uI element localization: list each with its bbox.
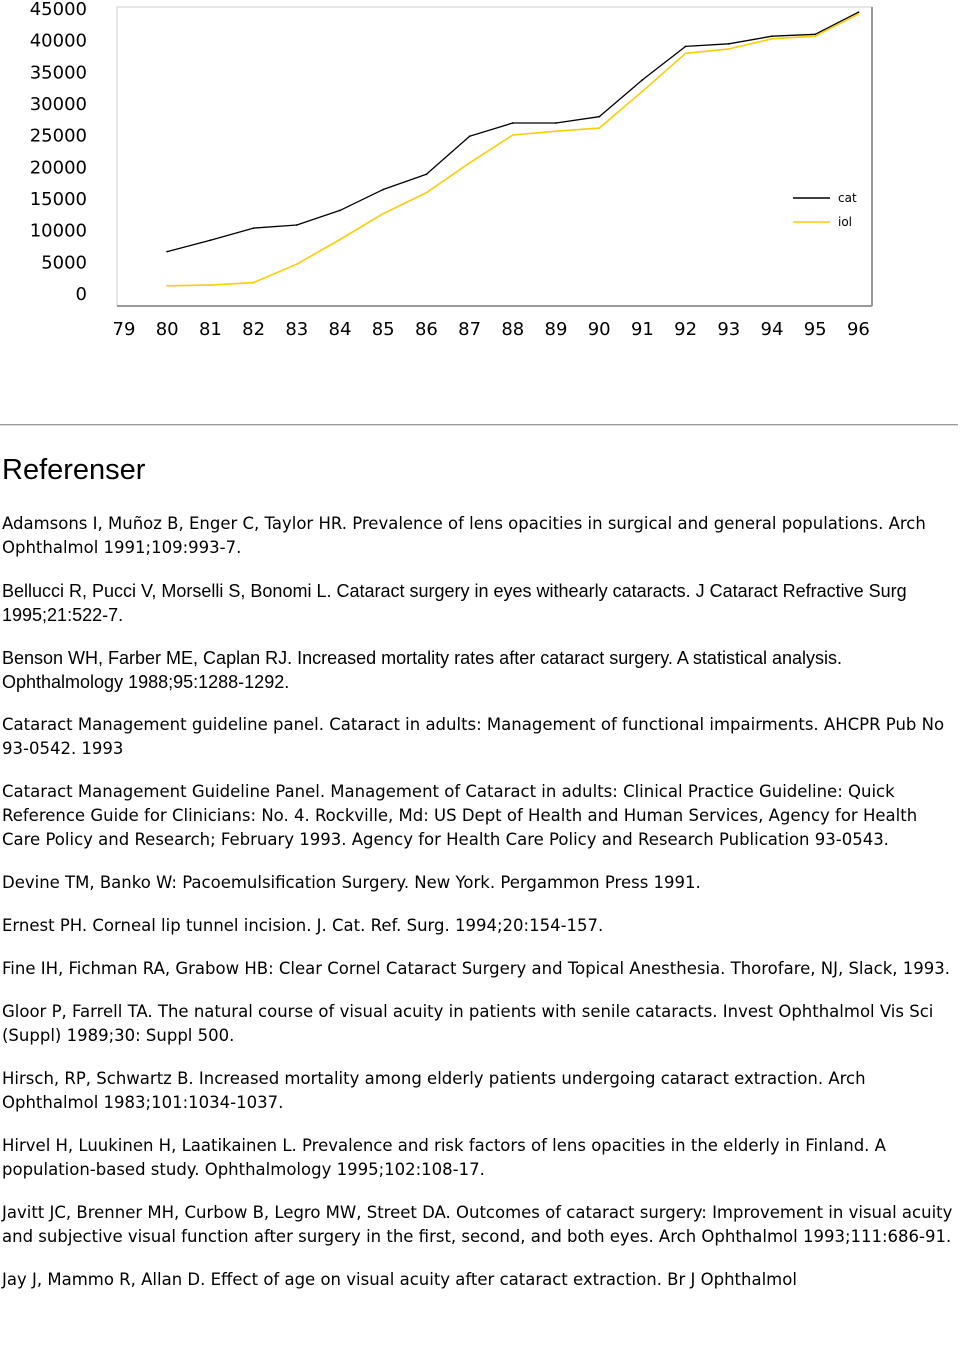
- data-point-iol: [598, 127, 600, 129]
- y-tick-label: 25000: [29, 125, 87, 147]
- data-point-cat: [858, 11, 860, 13]
- data-point-iol: [512, 134, 514, 136]
- reference-item: Hirsch, RP, Schwartz B. Increased mortality among elderly patients undergoing cataract extraction. Arch Ophthalmol 1983;101:1034-1037.: [2, 1069, 866, 1112]
- data-point-iol: [771, 38, 773, 40]
- data-point-cat: [642, 79, 644, 81]
- x-tick-label: 87: [458, 319, 482, 340]
- data-point-cat: [166, 251, 168, 253]
- data-point-cat: [469, 135, 471, 137]
- reference-item: Bellucci R, Pucci V, Morselli S, Bonomi L. Cataract surgery in eyes withearly cataracts. J Cataract Refractive Surg 1995;21:522-7.: [2, 581, 907, 625]
- data-point-cat: [598, 116, 600, 118]
- reference-item: Cataract Management Guideline Panel. Management of Cataract in adults: Clinical Practice Guideline: Quick Reference Guide for Clinicians: No. 4. Rockville, Md: US Dept of Health and Human Services, Agency for Health Care Policy and Research; February 1993. Agency for Health Care Policy and Research Publication 93-0543.: [2, 782, 918, 849]
- x-tick-label: 85: [371, 319, 395, 340]
- reference-item: Benson WH, Farber ME, Caplan RJ. Increased mortality rates after cataract surgery. A statistical analysis. Ophthalmology 1988;95:1288-1292.: [2, 648, 842, 692]
- legend-label-iol: iol: [838, 215, 853, 229]
- x-tick-label: 88: [501, 319, 525, 340]
- y-tick-label: 35000: [29, 62, 87, 84]
- reference-item: Jay J, Mammo R, Allan D. Effect of age on visual acuity after cataract extraction. Br J Ophthalmol: [2, 1270, 797, 1289]
- data-point-iol: [253, 282, 255, 284]
- data-point-iol: [210, 284, 212, 286]
- data-point-cat: [685, 45, 687, 47]
- x-tick-label: 94: [760, 319, 784, 340]
- data-point-cat: [771, 35, 773, 37]
- x-tick-label: 93: [717, 319, 741, 340]
- reference-item: Gloor P, Farrell TA. The natural course of visual acuity in patients with senile cataracts. Invest Ophthalmol Vis Sci (Suppl) 1989;30: Suppl 500.: [2, 1002, 934, 1045]
- y-tick-label: 45000: [29, 0, 87, 20]
- data-point-iol: [296, 263, 298, 265]
- data-point-cat: [339, 210, 341, 212]
- y-tick-label: 5000: [41, 252, 87, 274]
- x-tick-label: 82: [242, 319, 266, 340]
- x-tick-label: 96: [846, 319, 870, 340]
- y-tick-label: 20000: [29, 157, 87, 179]
- data-point-iol: [555, 130, 557, 132]
- reference-item: Fine IH, Fichman RA, Grabow HB: Clear Cornel Cataract Surgery and Topical Anesthesia. Thorofare, NJ, Slack, 1993.: [2, 959, 950, 978]
- reference-item: Javitt JC, Brenner MH, Curbow B, Legro MW, Street DA. Outcomes of cataract surgery: Improvement in visual acuity and subjective visual function after surgery in the first, second, and both eyes. Arch Ophthalmol 1993;111:686-91.: [2, 1203, 953, 1246]
- y-tick-label: 0: [75, 284, 87, 305]
- section-divider: [0, 424, 958, 426]
- reference-item: Hirvel H, Luukinen H, Laatikainen L. Prevalence and risk factors of lens opacities in the elderly in Finland. A population-based study. Ophthalmology 1995;102:108-17.: [2, 1136, 886, 1179]
- data-point-iol: [339, 239, 341, 241]
- x-tick-label: 80: [155, 319, 179, 340]
- reference-item: Adamsons I, Muñoz B, Enger C, Taylor HR. Prevalence of lens opacities in surgical and general populations. Arch Ophthalmol 1991;109:993-7.: [2, 514, 926, 557]
- reference-item: Ernest PH. Corneal lip tunnel incision. J. Cat. Ref. Surg. 1994;20:154-157.: [2, 916, 604, 935]
- reference-list: [2, 512, 958, 1311]
- data-point-cat: [512, 122, 514, 124]
- data-point-iol: [858, 13, 860, 15]
- x-tick-label: 86: [414, 319, 438, 340]
- x-tick-label: 83: [285, 319, 309, 340]
- data-point-cat: [382, 189, 384, 191]
- x-tick-label: 90: [587, 319, 611, 340]
- plot-frame: [117, 7, 872, 306]
- reference-item: Cataract Management guideline panel. Cataract in adults: Management of functional impairments. AHCPR Pub No 93-0542. 1993: [2, 715, 945, 758]
- references-heading: Referenser: [2, 454, 146, 486]
- data-point-cat: [296, 224, 298, 226]
- data-point-iol: [642, 90, 644, 92]
- x-tick-label: 91: [630, 319, 654, 340]
- data-point-iol: [382, 213, 384, 215]
- line-chart: [0, 0, 880, 345]
- data-point-iol: [728, 48, 730, 50]
- reference-item: Devine TM, Banko W: Pacoemulsification Surgery. New York. Pergammon Press 1991.: [2, 873, 701, 892]
- data-point-cat: [728, 43, 730, 45]
- data-point-iol: [166, 285, 168, 287]
- x-tick-label: 89: [544, 319, 568, 340]
- chart-svg: [0, 0, 880, 345]
- data-point-cat: [814, 33, 816, 35]
- data-point-iol: [814, 35, 816, 37]
- x-tick-label: 84: [328, 319, 352, 340]
- data-point-cat: [426, 173, 428, 175]
- data-point-iol: [685, 52, 687, 54]
- y-tick-label: 15000: [29, 189, 87, 210]
- y-tick-label: 30000: [29, 94, 87, 115]
- legend-label-cat: cat: [838, 191, 857, 205]
- y-tick-label: 40000: [29, 30, 87, 52]
- data-point-cat: [210, 239, 212, 241]
- x-tick-label: 92: [674, 319, 698, 340]
- data-point-iol: [426, 192, 428, 194]
- data-point-cat: [253, 227, 255, 229]
- data-point-iol: [469, 162, 471, 164]
- x-tick-label: 81: [198, 319, 222, 340]
- data-point-cat: [555, 122, 557, 124]
- x-tick-label: 79: [112, 319, 136, 340]
- x-tick-label: 95: [803, 319, 827, 340]
- y-tick-label: 10000: [29, 220, 87, 242]
